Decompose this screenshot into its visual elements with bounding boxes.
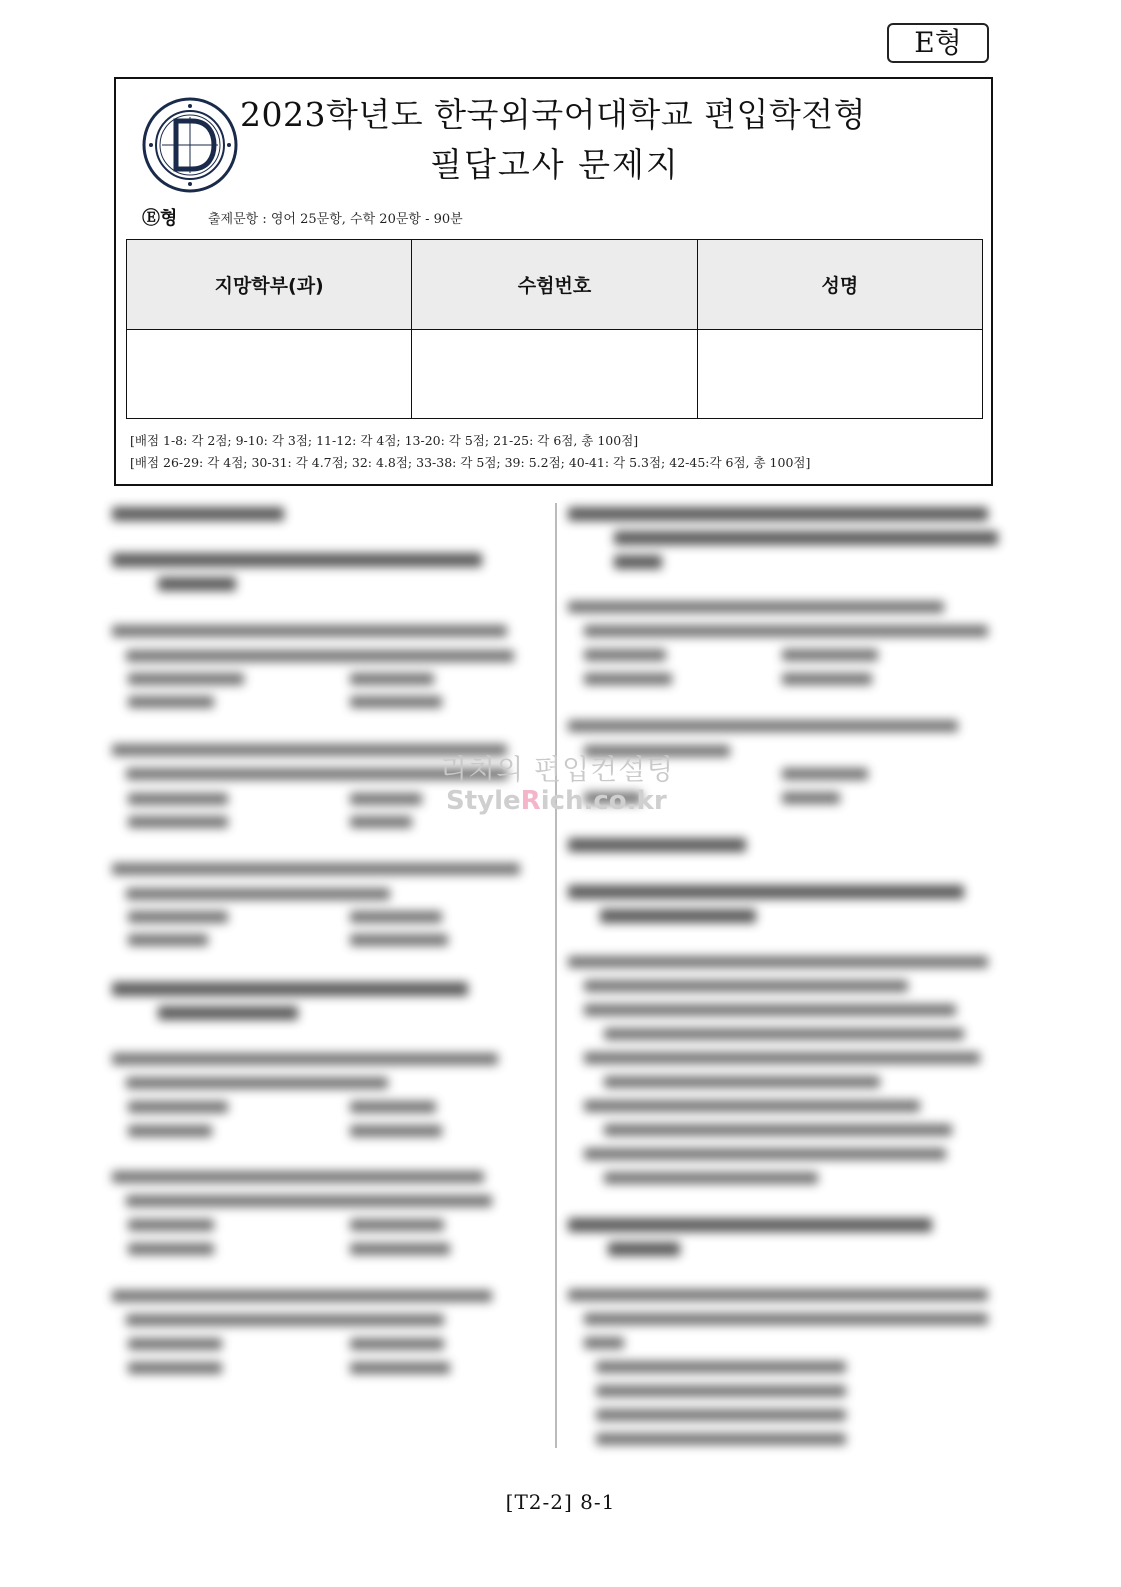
- name-header: 성명: [697, 240, 982, 330]
- page-footer: [T2-2] 8-1: [505, 1490, 616, 1514]
- university-seal-logo: [142, 97, 238, 193]
- exam-info: 출제문항 : 영어 25문항, 수학 20문항 - 90분: [208, 212, 463, 227]
- website-watermark: [446, 786, 667, 816]
- consulting-watermark: 리치의 편입컨설팅: [440, 753, 675, 786]
- blurred-questions: [0, 495, 1121, 1460]
- right-question-column: [568, 495, 993, 1455]
- exam-title: 2023학년도 한국외국어대학교 편입학전형: [240, 95, 867, 134]
- examinee-info-table: [126, 239, 983, 419]
- watermark-part-b: R: [520, 786, 541, 816]
- exam-header: [114, 77, 993, 486]
- watermark-part-a: Style: [446, 786, 521, 816]
- department-field[interactable]: [127, 329, 412, 419]
- exam-number-header: 수험번호: [412, 240, 697, 330]
- watermark-part-c: ich.co.kr: [540, 786, 667, 816]
- left-question-column: [112, 495, 532, 1455]
- score-note-math: [배점 26-29: 각 4점; 30-31: 각 4.7점; 32: 4.8점; 33-38: 각 5점; 39: 5.2점; 40-41: 각 5.3점; 42-45:각 6점, 총 100점]: [130, 455, 811, 470]
- department-header: 지망학부(과): [127, 240, 412, 330]
- name-field[interactable]: [697, 329, 982, 419]
- exam-type-mark: Ⓔ형: [142, 208, 178, 229]
- exam-subtitle: 필답고사 문제지: [430, 145, 680, 184]
- exam-type-badge: E형: [887, 23, 989, 63]
- score-note-english: [배점 1-8: 각 2점; 9-10: 각 3점; 11-12: 각 4점; 13-20: 각 5점; 21-25: 각 6점, 총 100점]: [130, 433, 639, 448]
- exam-number-field[interactable]: [412, 329, 697, 419]
